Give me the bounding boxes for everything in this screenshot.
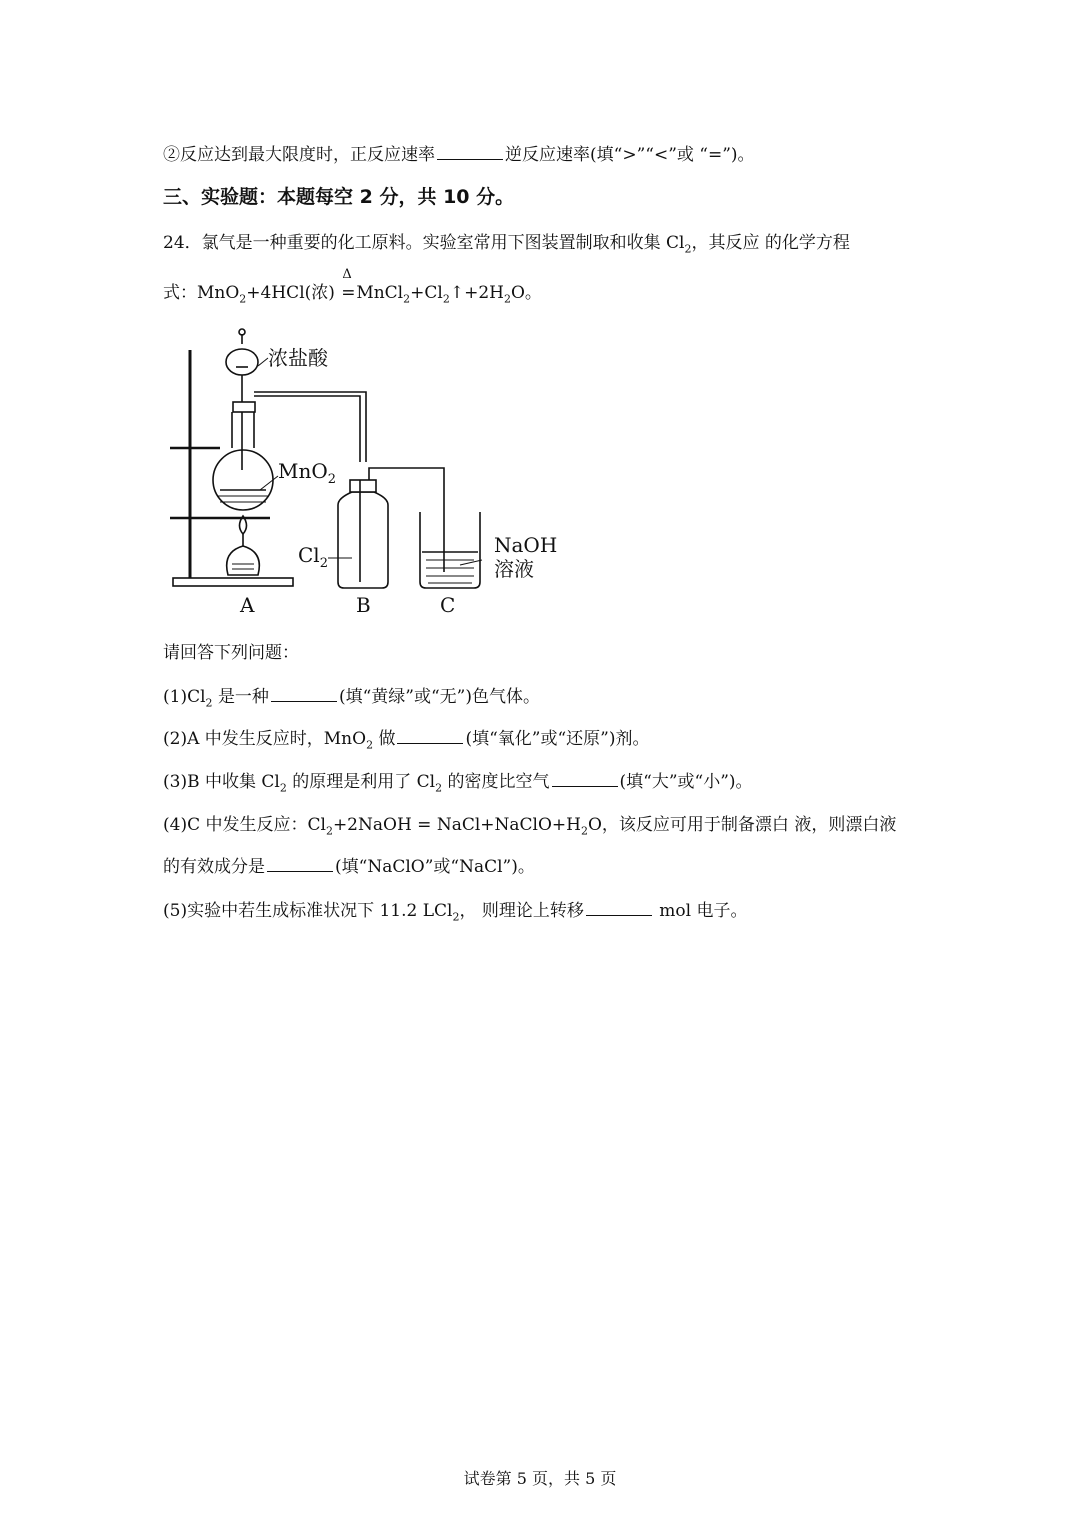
label-B: B — [356, 593, 371, 617]
apparatus-diagram — [160, 320, 580, 620]
answer-blank[interactable] — [586, 901, 652, 916]
label-conc-hcl: 浓盐酸 — [268, 346, 328, 370]
label-A: A — [240, 593, 255, 617]
label-mno2: MnO$_2$ — [278, 459, 337, 487]
q24-equation: 式：MnO$_2$+4HCl(浓) Δ $=MnCl_2+Cl_2↑+2H_2O$。 — [163, 267, 542, 306]
q24-sub4: (4)C 中发生反应：$Cl_2+2NaOH$ = $NaCl+NaClO+H_2O$，该反应可用于制备漂白 液，则漂白液 — [163, 815, 897, 838]
section-heading: 三、实验题：本题每空 2 分，共 10 分。 — [163, 186, 515, 208]
page-footer: 试卷第 5 页，共 5 页 — [463, 1469, 617, 1488]
q24-sub4-cont: 的有效成分是 (填“NaClO”或“NaCl”)。 — [163, 857, 535, 877]
collection-bottle — [338, 492, 388, 588]
q24-sub2: (2)A 中发生反应时，MnO$_2$ 做 (填“氧化”或“还原”)剂。 — [163, 729, 650, 752]
q24-sub3: (3)B 中收集 $Cl_2$ 的原理是利用了 $Cl_2$ 的密度比空气 (填“大”或“小”)。 — [163, 772, 753, 795]
delivery-tube — [254, 396, 360, 462]
label-naoh: NaOH — [494, 533, 558, 557]
q24-sub1: $(1)Cl_2$ 是一种 (填“黄绿”或“无”)色气体。 — [163, 687, 540, 710]
separatory-funnel — [226, 349, 258, 375]
stand-base — [173, 578, 293, 586]
answer-blank[interactable] — [397, 729, 463, 744]
q24-sub5: (5)实验中若生成标准状况下 11.2 LCl$_2$， 则理论上转移 mol 电子。 — [163, 901, 748, 924]
beaker — [420, 512, 480, 588]
label-cl2: $Cl_2$ — [298, 543, 328, 571]
exhaust-tube — [369, 468, 444, 572]
answer-prompt: 请回答下列问题： — [163, 643, 299, 663]
heating-condition: Δ = — [341, 267, 356, 303]
q24-intro: 24．氯气是一种重要的化工原料。实验室常用下图装置制取和收集 $Cl_2$，其反应 的化学方程 — [163, 233, 850, 256]
answer-blank[interactable] — [271, 687, 337, 702]
answer-blank[interactable] — [267, 857, 333, 872]
answer-blank[interactable] — [552, 772, 618, 787]
label-C: C — [440, 593, 456, 617]
q23-part2: ②反应达到最大限度时，正反应速率 逆反应速率(填“>”“<”或 “=”)。 — [163, 145, 755, 165]
answer-blank[interactable] — [437, 145, 503, 160]
alcohol-lamp — [227, 546, 260, 575]
round-bottom-flask — [213, 450, 273, 510]
label-solution: 溶液 — [494, 557, 534, 581]
